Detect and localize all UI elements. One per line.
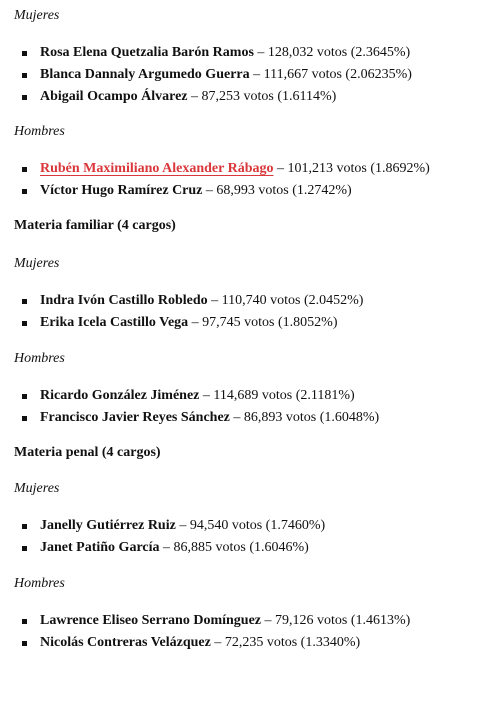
candidate-name: Nicolás Contreras Velázquez	[40, 635, 211, 650]
candidate-list-men	[14, 385, 498, 429]
candidate-votes: – 94,540 votos (1.7460%)	[175, 518, 326, 533]
candidate-votes: – 68,993 votos (1.2742%)	[202, 183, 352, 198]
candidate-list-women	[14, 42, 498, 108]
candidate-name: Víctor Hugo Ramírez Cruz	[40, 183, 203, 198]
list-item	[14, 64, 498, 86]
candidate-name: Rosa Elena Quetzalia Barón Ramos	[40, 45, 254, 60]
list-item	[14, 312, 498, 334]
candidate-name: Ricardo González Jiménez	[40, 388, 200, 403]
list-item	[14, 290, 498, 312]
candidate-votes: – 97,745 votos (1.8052%)	[188, 315, 338, 330]
candidate-list-men	[14, 610, 498, 654]
gender-heading-women: Mujeres	[14, 481, 60, 496]
candidate-name: Indra Ivón Castillo Robledo	[40, 293, 208, 308]
list-item	[14, 537, 498, 559]
candidate-votes: – 72,235 votos (1.3340%)	[210, 635, 361, 650]
candidate-list-women	[14, 290, 498, 334]
candidate-name: Abigail Ocampo Álvarez	[40, 89, 188, 104]
gender-heading-women: Mujeres	[14, 8, 60, 23]
candidate-list-women	[14, 515, 498, 559]
gender-heading-men: Hombres	[14, 351, 65, 366]
section-heading-penal: Materia penal (4 cargos)	[14, 445, 161, 460]
section-heading-familiar: Materia familiar (4 cargos)	[14, 218, 176, 233]
candidate-votes: – 79,126 votos (1.4613%)	[261, 613, 411, 628]
candidate-votes: – 114,689 votos (2.1181%)	[199, 388, 355, 403]
candidate-list-men	[14, 158, 498, 202]
gender-heading-men: Hombres	[14, 576, 65, 591]
candidate-votes: – 111,667 votos (2.06235%)	[249, 67, 412, 82]
candidate-votes: – 101,213 votos (1.8692%)	[273, 161, 430, 176]
candidate-name: Blanca Dannaly Argumedo Guerra	[40, 67, 250, 82]
list-item	[14, 385, 498, 407]
candidate-name: Janet Patiño García	[40, 540, 160, 555]
list-item	[14, 515, 498, 537]
gender-heading-men: Hombres	[14, 124, 65, 139]
list-item	[14, 407, 498, 429]
list-item	[14, 158, 498, 180]
list-item	[14, 42, 498, 64]
candidate-votes: – 87,253 votos (1.6114%)	[187, 89, 337, 104]
candidate-link[interactable]: Rubén Maximiliano Alexander Rábago	[40, 161, 274, 176]
candidate-votes: – 86,893 votos (1.6048%)	[229, 410, 380, 425]
candidate-name: Janelly Gutiérrez Ruiz	[40, 518, 176, 533]
candidate-name: Lawrence Eliseo Serrano Domínguez	[40, 613, 261, 628]
list-item	[14, 86, 498, 108]
gender-heading-women: Mujeres	[14, 256, 60, 271]
list-item	[14, 180, 498, 202]
article-content	[0, 6, 498, 654]
list-item	[14, 610, 498, 632]
candidate-name: Erika Icela Castillo Vega	[40, 315, 189, 330]
candidate-name: Francisco Javier Reyes Sánchez	[40, 410, 230, 425]
candidate-votes: – 86,885 votos (1.6046%)	[159, 540, 309, 555]
candidate-votes: – 110,740 votos (2.0452%)	[207, 293, 364, 308]
list-item	[14, 632, 498, 654]
candidate-votes: – 128,032 votos (2.3645%)	[253, 45, 411, 60]
